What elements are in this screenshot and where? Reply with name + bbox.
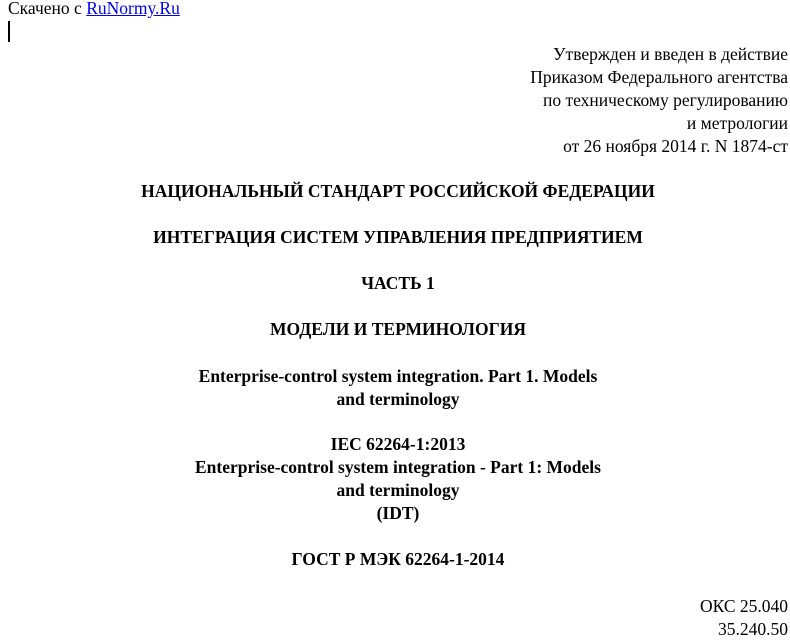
source-line [8, 0, 180, 20]
approval-line: Утвержден и введен в действие [553, 44, 788, 64]
subtitle-heading: МОДЕЛИ И ТЕРМИНОЛОГИЯ [270, 319, 526, 339]
approval-line: от 26 ноября 2014 г. N 1874-ст [563, 136, 788, 156]
text-cursor [8, 21, 10, 42]
classification-block [700, 595, 788, 641]
english-title [0, 365, 790, 411]
english-title-line: and terminology [336, 389, 460, 409]
iec-code: IEC 62264-1:2013 [330, 434, 466, 454]
equivalence-marker: (IDT) [376, 503, 420, 523]
oks-code: ОКС 25.040 [699, 596, 788, 616]
iec-title-line: Enterprise-control system integration - Part 1: Models [195, 457, 601, 477]
gost-code: ГОСТ Р МЭК 62264-1-2014 [291, 549, 505, 569]
oks-code: 35.240.50 [718, 619, 788, 639]
iec-block [0, 433, 790, 525]
approval-line: и метрологии [686, 113, 788, 133]
standard-type-heading: НАЦИОНАЛЬНЫЙ СТАНДАРТ РОССИЙСКОЙ ФЕДЕРАЦИИ [141, 181, 655, 201]
source-link[interactable]: RuNormy.Ru [86, 0, 180, 18]
approval-line: по техническому регулированию [542, 90, 788, 110]
english-title-line: Enterprise-control system integration. Part 1. Models [198, 366, 598, 386]
source-prefix: Скачено с [8, 0, 87, 18]
approval-line: Приказом Федерального агентства [530, 67, 788, 87]
approval-block [530, 43, 788, 158]
iec-title-line: and terminology [336, 480, 460, 500]
part-heading: ЧАСТЬ 1 [361, 273, 435, 293]
document-title: ИНТЕГРАЦИЯ СИСТЕМ УПРАВЛЕНИЯ ПРЕДПРИЯТИЕМ [153, 227, 643, 247]
